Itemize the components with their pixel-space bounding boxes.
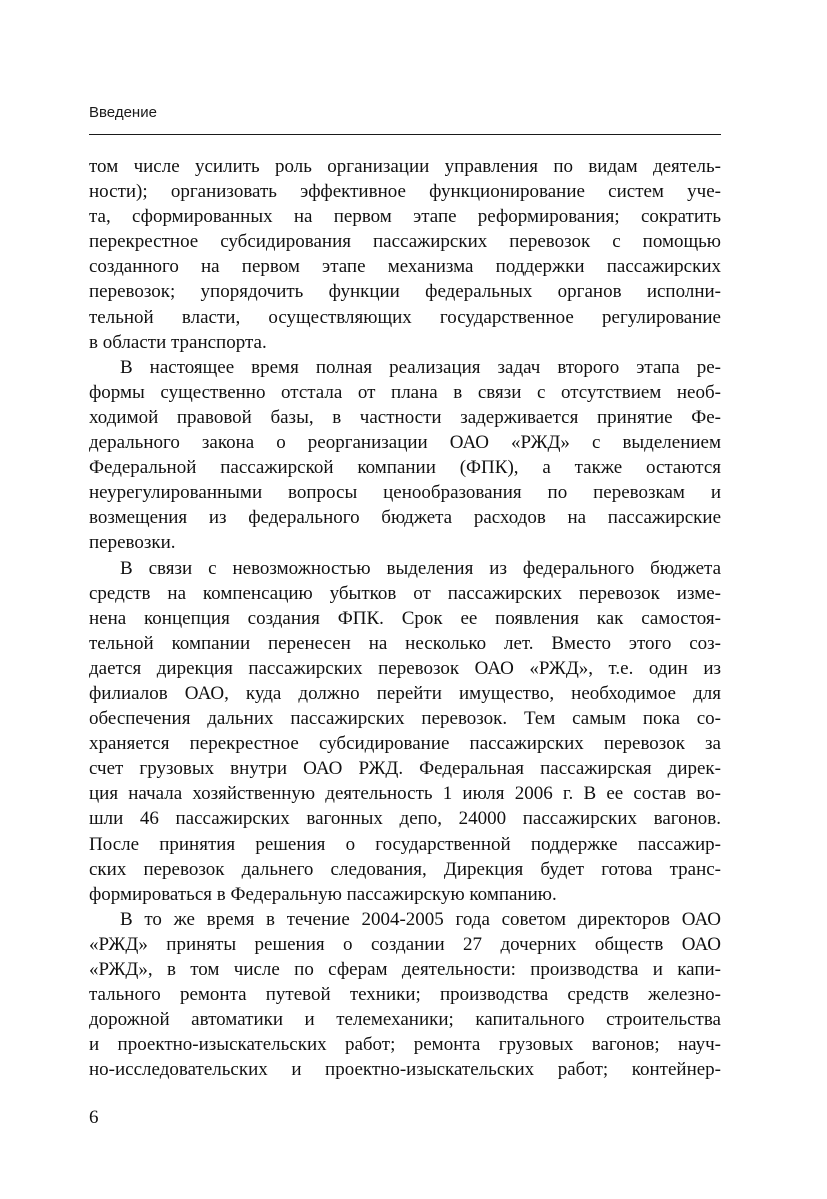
text-line: Федеральной пассажирской компании (ФПК), а также остаются — [89, 457, 721, 479]
text-line: В связи с невозможностью выделения из федерального бюджета — [120, 557, 721, 579]
page-number: 6 — [89, 1107, 99, 1128]
text-line: ция начала хозяйственную деятельность 1 июля 2006 г. В ее состав во- — [89, 783, 721, 805]
running-header: Введение — [89, 104, 157, 121]
text-line: созданного на первом этапе механизма поддержки пассажирских — [89, 256, 721, 278]
text-line: ских перевозок дальнего следования, Дирекция будет готова транс- — [89, 858, 721, 880]
text-line: тельной власти, осуществляющих государственное регулирование — [89, 306, 721, 328]
text-line: храняется перекрестное субсидирование пассажирских перевозок за — [89, 733, 721, 755]
header-rule — [89, 134, 721, 135]
text-line: перекрестное субсидирования пассажирских перевозок с помощью — [89, 231, 721, 253]
text-line: В настоящее время полная реализация задач второго этапа ре- — [120, 356, 721, 378]
text-line: «РЖД», в том числе по сферам деятельности: производства и капи- — [89, 959, 721, 980]
text-line: та, сформированных на первом этапе реформирования; сократить — [89, 206, 721, 228]
text-line: филиалов ОАО, куда должно перейти имущество, необходимое для — [89, 682, 721, 704]
text-line: «РЖД» приняты решения о создании 27 дочерних обществ ОАО — [89, 933, 721, 955]
text-line: ности); организовать эффективное функционирование систем уче- — [89, 181, 721, 203]
text-line: но-исследовательских и проектно-изыскательских работ; контейнер- — [89, 1059, 721, 1081]
text-line: ходимой правовой базы, в частности задерживается принятие Фе- — [89, 406, 721, 428]
text-line: формироваться в Федеральную пассажирскую компанию. — [89, 883, 557, 905]
text-line: дерального закона о реорганизации ОАО «РЖД» с выделением — [89, 432, 721, 454]
text-line: счет грузовых внутри ОАО РЖД. Федеральная пассажирская дирек- — [89, 758, 721, 780]
text-line: тального ремонта путевой техники; производства средств железно- — [89, 984, 721, 1006]
text-line: нена концепция создания ФПК. Срок ее появления как самостоя- — [89, 607, 721, 629]
text-line: шли 46 пассажирских вагонных депо, 24000 пассажирских вагонов. — [89, 808, 721, 830]
text-line: дается дирекция пассажирских перевозок ОАО «РЖД», т.е. один из — [89, 657, 721, 679]
text-line: После принятия решения о государственной поддержке пассажир- — [89, 833, 721, 855]
body-text — [89, 154, 721, 1082]
text-line: В то же время в течение 2004-2005 года советом директоров ОАО — [120, 908, 721, 930]
text-line: тельной компании перенесен на несколько лет. Вместо этого соз- — [89, 632, 721, 654]
text-line: перевозок; упорядочить функции федеральных органов исполни- — [89, 281, 721, 303]
text-line: том числе усилить роль организации управления по видам деятель- — [89, 156, 721, 177]
text-line: возмещения из федерального бюджета расходов на пассажирские — [89, 507, 721, 529]
text-line: дорожной автоматики и телемеханики; капитального строительства — [89, 1009, 721, 1031]
text-line: формы существенно отстала от плана в связи с отсутствием необ- — [89, 381, 721, 403]
text-line: неурегулированными вопросы ценообразования по перевозкам и — [89, 482, 721, 504]
text-line: обеспечения дальних пассажирских перевозок. Тем самым пока со- — [89, 708, 721, 730]
text-line: и проектно-изыскательских работ; ремонта грузовых вагонов; науч- — [89, 1034, 721, 1056]
text-line: перевозки. — [89, 532, 176, 554]
text-line: в области транспорта. — [89, 331, 267, 353]
text-line: средств на компенсацию убытков от пассажирских перевозок изме- — [89, 582, 721, 604]
